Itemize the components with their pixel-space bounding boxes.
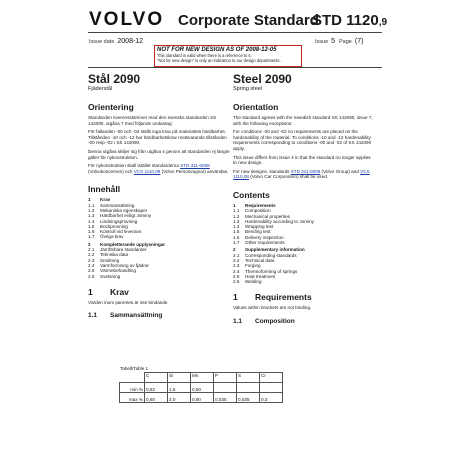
toc-item-text: Forging	[245, 263, 261, 269]
page-number	[339, 38, 363, 45]
table-row	[120, 393, 283, 403]
table-cell: 1,5	[168, 383, 191, 393]
toc-item-text: Härdbarhet enligt Jominy	[100, 213, 152, 219]
table-corner	[120, 373, 145, 383]
toc-item-text: Värmebehandling	[100, 268, 137, 274]
toc-item-number: 2.3	[88, 257, 95, 263]
requirements-number-en: 1	[233, 292, 238, 303]
toc-item-number: 2.5	[88, 268, 95, 274]
contents-heading-en: Contents	[233, 189, 270, 200]
toc-item-text: Krav	[100, 197, 111, 203]
toc-item-text: Requirements	[245, 202, 276, 208]
table-cell: 0,035	[237, 393, 260, 403]
toc-item-text: Heat treatment	[245, 273, 276, 279]
toc-item-number: 1.2	[88, 207, 95, 213]
toc-item-text: Welding	[245, 279, 262, 285]
table-cell	[214, 383, 237, 393]
issue-date-value: 2008-12	[117, 38, 144, 45]
subtitle-en: Spring steel	[233, 86, 263, 92]
composition-heading-en	[233, 318, 375, 325]
toc-item-number: 1.3	[233, 218, 240, 224]
toc-item-text: Svetsning	[100, 273, 121, 279]
orientation-p3-sv: Denna utgåva skiljer sig från utgåva 4 genom att standarden ej längre gäller för nykonstruktion.	[88, 148, 230, 160]
toc-item-text: Kompletterande upplysningar	[100, 241, 166, 247]
table-cell: 0,60	[145, 393, 168, 403]
composition-title-sv: Sammansättning	[110, 312, 163, 320]
composition-number-en: 1.1	[233, 317, 243, 325]
page-value: (7)	[354, 38, 364, 45]
toc-item-number: 2	[233, 247, 236, 253]
toc-item-number: 1.6	[88, 229, 95, 235]
issue-date-label: Issue date	[89, 39, 115, 45]
requirements-number-sv: 1	[88, 286, 93, 297]
english-column	[233, 68, 375, 325]
table-column-header: P	[214, 373, 237, 383]
std-311-0008-link-en[interactable]: STD 311-0008	[290, 168, 321, 174]
std-311-0008-link[interactable]: STD 311-0008	[180, 163, 210, 169]
document-type: Corporate Standard	[178, 12, 319, 29]
p4-text-c-en: (Volvo Car Corporation) shall be used.	[250, 174, 329, 180]
toc-item-number: 1	[233, 202, 236, 208]
toc-item	[233, 279, 375, 284]
table-cell: 0,3	[260, 393, 283, 403]
toc-item-number: 2.6	[233, 279, 240, 285]
toc-item-text: Corresponding standards	[245, 252, 297, 258]
toc-item-number: 2.2	[88, 252, 95, 258]
toc-item-text: Delivery inspection	[245, 234, 284, 240]
toc-item-text: Hardenability according to Jominy	[245, 218, 314, 224]
composition-heading-sv	[88, 312, 230, 319]
table-cell: 2,0	[168, 393, 191, 403]
vcs-1110-08-link-en[interactable]: VCS 1110,08	[233, 168, 370, 180]
p4-text-b-sv: (Volvokoncernen) och	[88, 168, 133, 174]
toc-item-number: 1.5	[233, 229, 240, 235]
toc-item-number: 2.5	[233, 273, 240, 279]
issue	[315, 38, 335, 45]
toc-item-number: 2.4	[233, 268, 240, 274]
orientation-p4-sv	[88, 163, 230, 174]
vcs-1110-08-link[interactable]: VCS 1110,08	[133, 168, 161, 174]
requirements-heading-en	[233, 292, 375, 302]
p4-text-b-en: (Volvo Group) and	[321, 168, 359, 174]
orientation-p3-en: This issue differs from issue 4 in that the standard no longer applies to new design.	[233, 154, 371, 166]
table-row-label: max %	[120, 393, 145, 403]
issue-date	[89, 38, 143, 45]
title-en: Steel 2090	[233, 72, 292, 86]
toc-item-number: 1.1	[88, 202, 95, 208]
toc-item	[88, 234, 230, 239]
table-column-header: Cr	[260, 373, 283, 383]
page-label: Page	[339, 39, 352, 45]
toc-item-text: Supplementary information	[245, 247, 305, 253]
table-cell: 0,035	[214, 393, 237, 403]
toc-item-number: 2.3	[233, 263, 240, 269]
toc-item-number: 1.4	[233, 224, 240, 230]
p4-text-c-sv: (Volvo Personvagnar) användas.	[161, 168, 229, 174]
toc-item-text: Composition	[245, 208, 271, 214]
composition-title-en: Composition	[255, 317, 295, 325]
toc-item-number: 1.5	[88, 223, 95, 229]
toc-item-text: Lindningsprovning	[100, 218, 138, 224]
table-cell	[237, 383, 260, 393]
table-cell: 0,52	[145, 383, 168, 393]
requirements-text-sv: Värden inom parentes är inte bindande.	[88, 299, 169, 305]
table-cell: 0,60	[191, 383, 214, 393]
toc-item-text: Övriga krav	[100, 234, 124, 240]
orientation-p2-sv: För fallanden -00 och -02 ställs inga krav på materialets härdbarhet. Tillstånden -10 och -12 har härdbarhetskrav motsvarande tillstånden -00 resp -02 i SS 142090.	[88, 129, 227, 146]
toc-item	[233, 240, 375, 245]
toc-item-number: 2.6	[88, 273, 95, 279]
toc-en	[233, 203, 375, 284]
toc-item-text: Smidning	[100, 257, 120, 263]
standard-number-text: STD 1120	[312, 12, 379, 29]
notice-title: NOT FOR NEW DESIGN AS OF 2008-12-05	[157, 47, 277, 53]
toc-item-text: Bockprovning	[100, 223, 128, 229]
requirements-heading-sv	[88, 287, 230, 297]
toc-item-number: 1.1	[233, 208, 240, 214]
toc-item-number: 1	[88, 197, 91, 203]
toc-item-text: Thermoforming of springs	[245, 268, 298, 274]
p4-text-a-en: For new designs, standards	[233, 168, 290, 174]
notice-box	[154, 45, 302, 67]
table-column-header: Mn	[191, 373, 214, 383]
requirements-text-en: Values within brackets are not binding.	[233, 305, 312, 311]
toc-item-text: Bending test	[245, 229, 271, 235]
p4-text-a-sv: För nykonstruktion skall istället standarderna	[88, 163, 179, 169]
toc-item-text: Mekaniska egenskaper	[100, 207, 148, 213]
requirements-title-sv: Krav	[110, 286, 129, 297]
standard-version: ,9	[378, 17, 388, 28]
notice-line-1: This standard is valid when there is a reference to it.	[157, 53, 252, 58]
toc-item-text: Tekniska data	[100, 252, 129, 258]
toc-item-text: Sammansättning	[100, 202, 135, 208]
toc-item	[88, 274, 230, 279]
toc-item-text: Wrapping test	[245, 224, 274, 230]
subtitle-sv: Fjäderstål	[88, 86, 113, 92]
table-column-header: C	[145, 373, 168, 383]
orientation-p1-en: The standard agrees with the Swedish standard SS 142090, issue 7, with the following exceptions:	[233, 115, 373, 126]
toc-item-number: 1.7	[88, 234, 95, 240]
toc-item-number: 1.3	[88, 213, 95, 219]
notice-line-2: "Not for new design" is only an indication to our design departments.	[157, 58, 281, 63]
toc-item-text: Other requirements	[245, 240, 285, 246]
orientation-p1-sv: Standarden överensstämmer med den svenska standarden SS 142090, utgåva 7 med följande undantag:	[88, 115, 217, 126]
contents-heading-sv: Innehåll	[88, 184, 121, 195]
table-column-header: Si	[168, 373, 191, 383]
table-row	[120, 383, 283, 393]
toc-item-text: Technical data	[245, 257, 275, 263]
orientation-p2-en: For conditions -00 and -02 no requirements are placed on the hardenability of the material. To conditions -10 and -12 hardenability requirements corresponding to conditions -00 and -02 of SS 142090 apply.	[233, 129, 372, 151]
toc-item-number: 2.4	[88, 262, 95, 268]
toc-item-text: Kontroll vid leverans	[100, 229, 142, 235]
toc-item-text: Varmformning av fjädrar	[100, 262, 149, 268]
table-column-header: S	[237, 373, 260, 383]
toc-item-number: 1.2	[233, 213, 240, 219]
orientation-p4-en	[233, 169, 375, 180]
table-cell: 0,90	[191, 393, 214, 403]
title-sv: Stål 2090	[88, 72, 141, 86]
volvo-logo: VOLVO	[89, 9, 165, 30]
table-row-label: min %	[120, 383, 145, 393]
toc-item-number: 2.1	[233, 252, 240, 258]
swedish-column	[88, 68, 230, 319]
toc-item-number: 1.4	[88, 218, 95, 224]
toc-item-number: 1.6	[233, 234, 240, 240]
issue-value: 5	[331, 38, 336, 45]
toc-item-number: 1.7	[233, 240, 240, 246]
toc-item-number: 2	[88, 241, 91, 247]
toc-item-text: Mechanical properties	[245, 213, 290, 219]
orientation-heading-sv: Orientering	[88, 102, 134, 112]
table-cell	[260, 383, 283, 393]
toc-sv	[88, 197, 230, 278]
header-rule	[88, 32, 382, 33]
orientation-heading-en: Orientation	[233, 102, 279, 112]
requirements-title-en: Requirements	[255, 292, 312, 303]
composition-table	[119, 372, 283, 403]
standard-number	[312, 12, 387, 29]
issue-label: Issue	[315, 39, 329, 45]
composition-number-sv: 1.1	[88, 312, 98, 320]
toc-item-number: 2.1	[88, 247, 95, 253]
toc-item-number: 2.2	[233, 257, 240, 263]
toc-item-text: Jämförbara standarder	[100, 247, 147, 253]
table-caption: Tabell/Table 1	[120, 366, 149, 371]
